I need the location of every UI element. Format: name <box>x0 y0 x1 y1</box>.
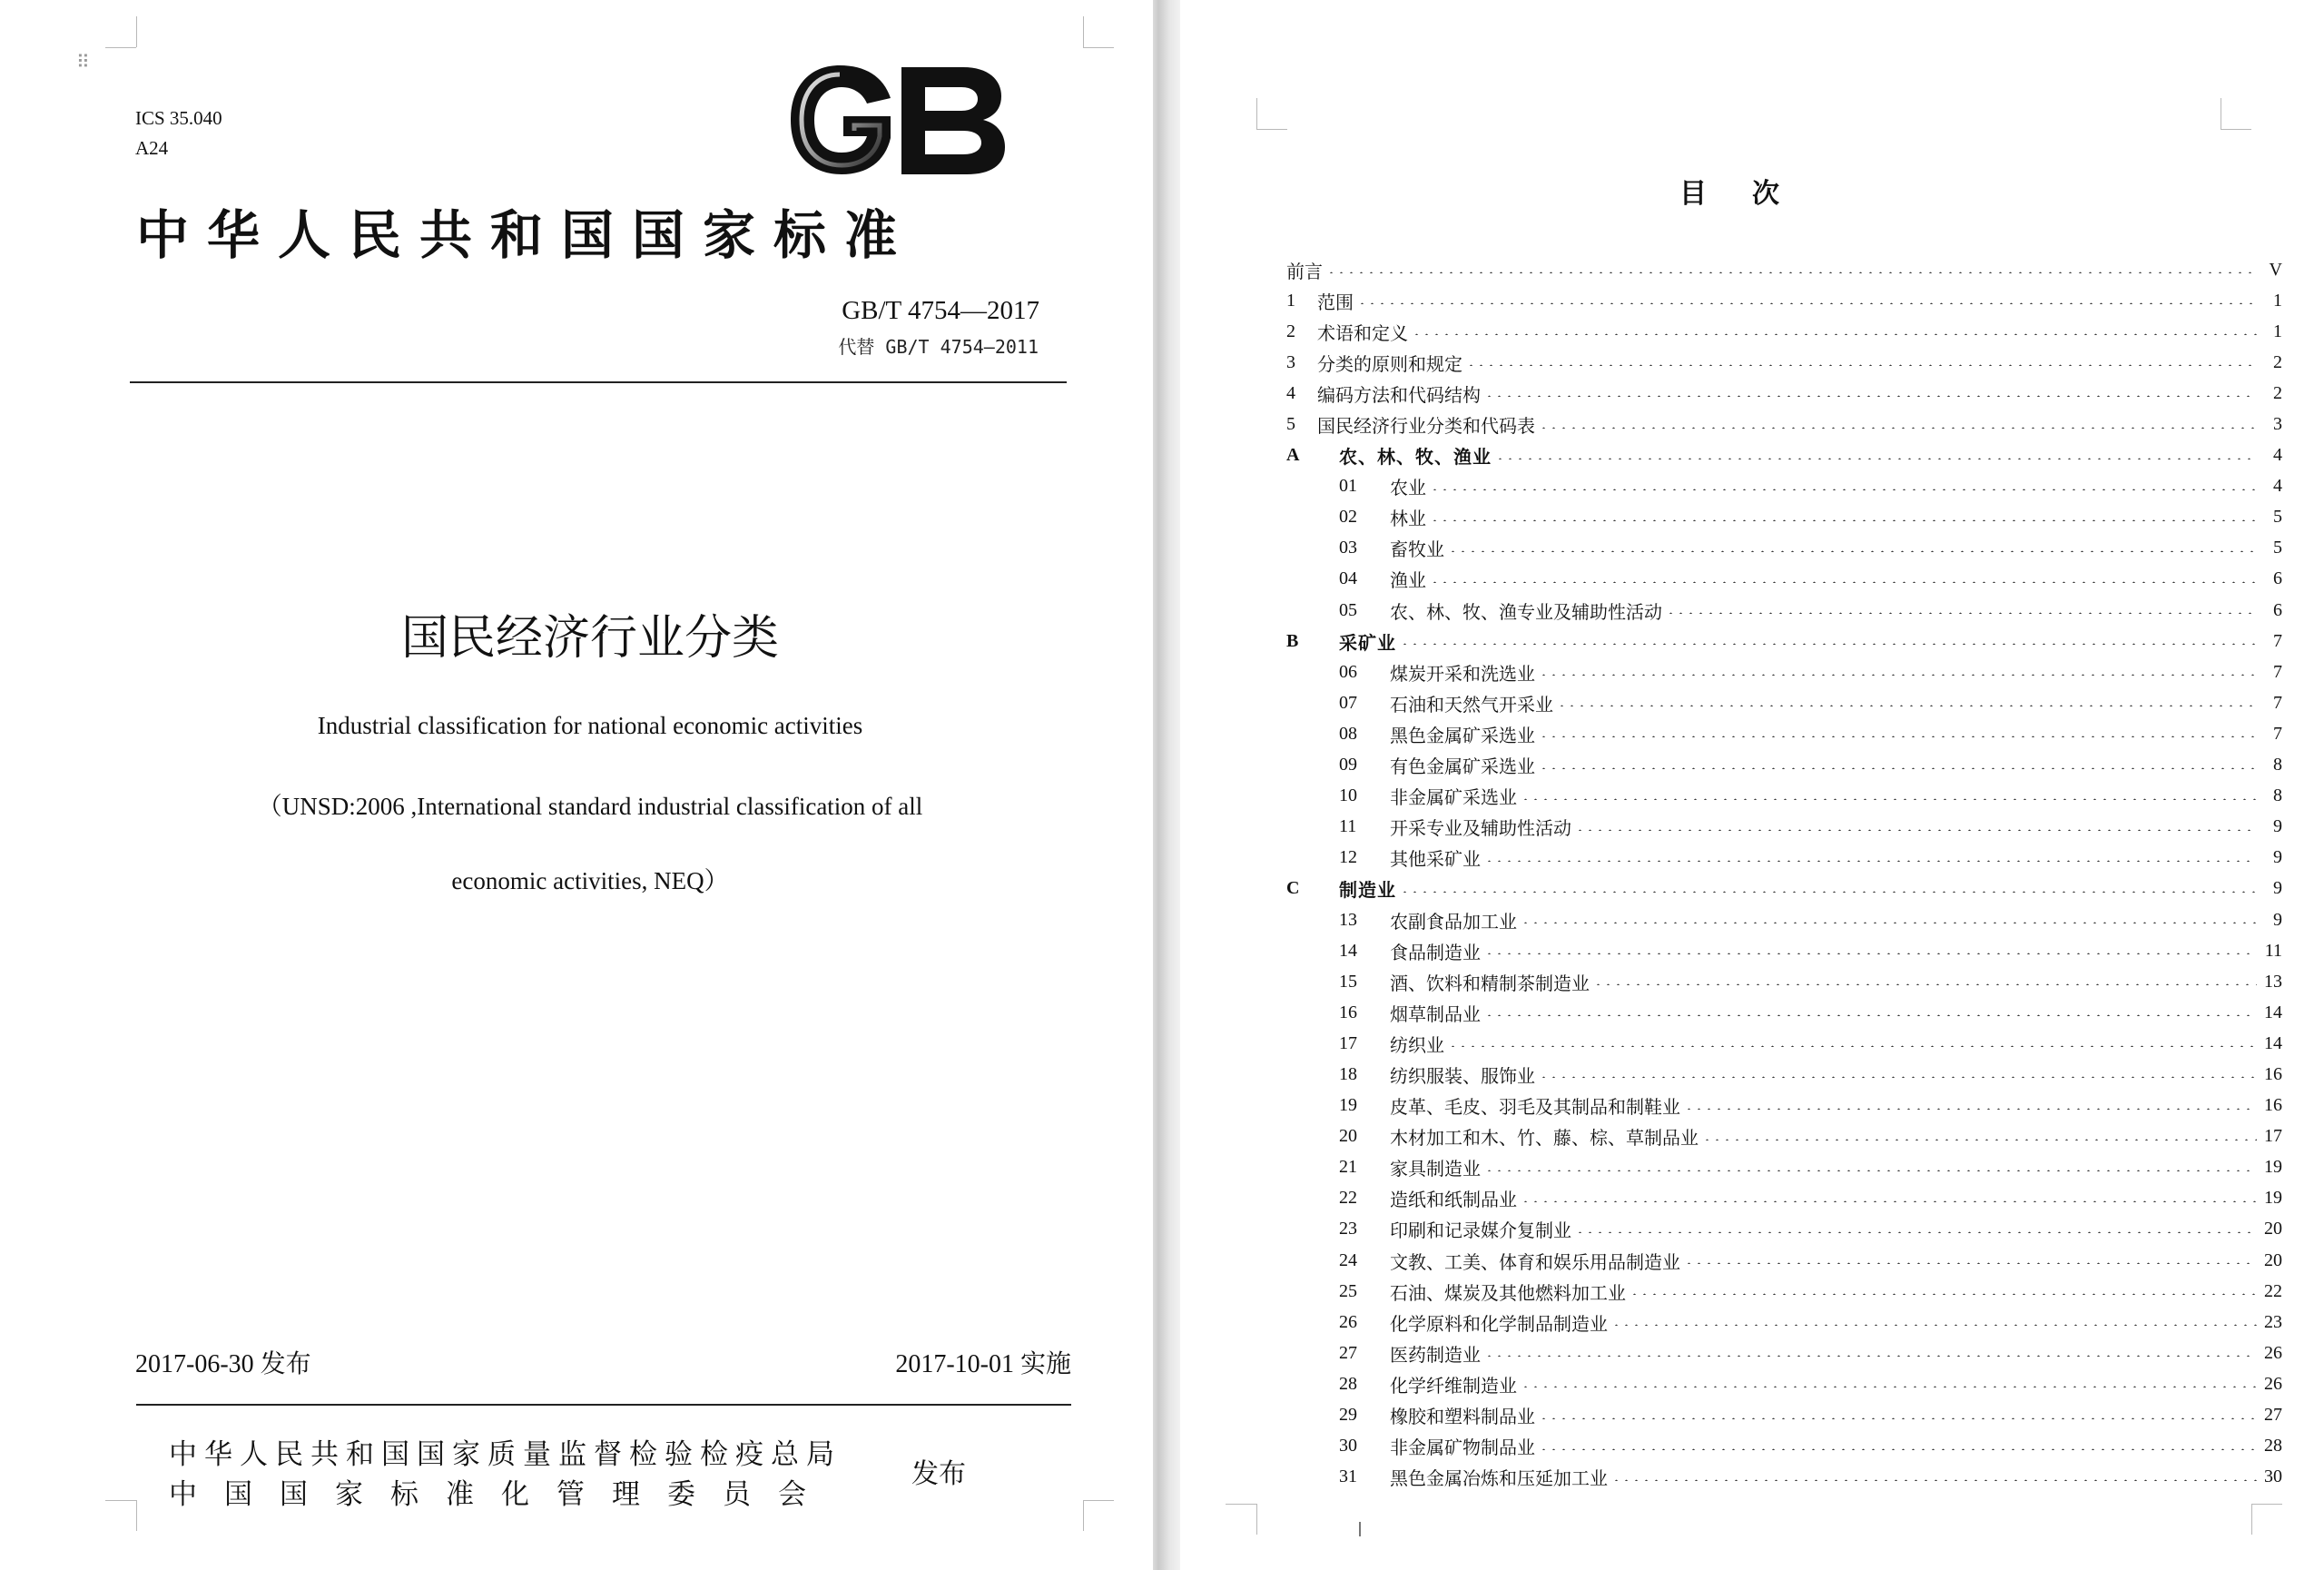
toc-leader-dots <box>1484 860 2257 862</box>
toc-entry-title: 化学纤维制造业 <box>1390 1374 1517 1397</box>
toc-entry[interactable] <box>1286 1399 2282 1430</box>
issue-word: 发布 <box>911 1458 966 1490</box>
toc-entry[interactable] <box>1286 1121 2282 1152</box>
toc-leader-dots <box>1430 489 2257 490</box>
toc-leader-dots <box>1521 1386 2257 1387</box>
toc-entry[interactable] <box>1286 1214 2282 1245</box>
toc-entry-page: 8 <box>2273 785 2282 806</box>
toc-entry[interactable] <box>1286 1245 2282 1276</box>
toc-leader-dots <box>1611 1324 2257 1326</box>
toc-entry-page: 7 <box>2273 630 2282 651</box>
toc-leader-dots <box>1484 1014 2257 1016</box>
toc-entry[interactable] <box>1286 1028 2282 1059</box>
toc-entry[interactable] <box>1286 750 2282 781</box>
toc-leader-dots <box>1448 550 2257 552</box>
toc-leader-dots <box>1539 1448 2257 1450</box>
toc-entry-number: 20 <box>1339 1126 1357 1147</box>
toc-entry-title: 其他采矿业 <box>1390 848 1481 871</box>
toc-entry[interactable] <box>1286 254 2282 285</box>
toc-entry-title: 黑色金属矿采选业 <box>1390 724 1535 746</box>
crop-mark <box>1256 98 1257 129</box>
toc-entry-page: 8 <box>2273 755 2282 775</box>
toc-leader-dots <box>1575 829 2257 831</box>
toc-entry-page: 19 <box>2264 1157 2282 1178</box>
toc-entry-number: 07 <box>1339 692 1357 713</box>
toc-entry-number: 27 <box>1339 1342 1357 1363</box>
toc-entry-title: 石油和天然气开采业 <box>1390 693 1553 716</box>
classification-code: A24 <box>135 137 169 159</box>
toc-entry-number: 01 <box>1339 476 1357 497</box>
toc-leader-dots <box>1326 272 2257 273</box>
toc-entry-title: 化学原料和化学制品制造业 <box>1390 1312 1608 1335</box>
toc-entry-number: 29 <box>1339 1405 1357 1426</box>
toc-list <box>1286 254 2282 1493</box>
toc-entry[interactable] <box>1286 1338 2282 1368</box>
toc-entry-title: 农业 <box>1390 477 1426 499</box>
toc-leader-dots <box>1575 1231 2257 1233</box>
toc-entry-number: 15 <box>1339 971 1357 992</box>
toc-entry[interactable] <box>1286 502 2282 533</box>
toc-entry-title: 非金属矿物制品业 <box>1390 1437 1535 1459</box>
toc-entry-title: 范围 <box>1317 291 1354 313</box>
toc-leader-dots <box>1539 767 2257 769</box>
toc-entry-number: 17 <box>1339 1032 1357 1053</box>
toc-leader-dots <box>1539 674 2257 676</box>
toc-entry-page: 20 <box>2264 1219 2282 1239</box>
toc-entry-page: 9 <box>2273 909 2282 930</box>
toc-entry-title: 有色金属矿采选业 <box>1390 755 1535 778</box>
toc-leader-dots <box>1484 1355 2257 1357</box>
toc-leader-dots <box>1412 333 2257 335</box>
toc-entry-page: 17 <box>2264 1126 2282 1147</box>
toc-entry-page: 2 <box>2273 351 2282 372</box>
toc-entry[interactable] <box>1286 440 2282 471</box>
toc-entry-page: 20 <box>2264 1249 2282 1270</box>
toc-entry-number: 06 <box>1339 661 1357 682</box>
crop-mark <box>1256 129 1287 130</box>
toc-leader-dots <box>1702 1139 2257 1140</box>
toc-leader-dots <box>1593 983 2257 985</box>
toc-entry[interactable] <box>1286 471 2282 502</box>
toc-entry[interactable] <box>1286 316 2282 347</box>
toc-entry-page: 28 <box>2264 1436 2282 1456</box>
toc-entry[interactable] <box>1286 533 2282 564</box>
toc-entry[interactable] <box>1286 812 2282 843</box>
toc-entry-title: 烟草制品业 <box>1390 1002 1481 1025</box>
crop-mark <box>1256 1504 1257 1535</box>
toc-leader-dots <box>1521 922 2257 923</box>
toc-entry[interactable] <box>1286 564 2282 595</box>
gb-logo <box>785 60 1008 180</box>
toc-entry[interactable] <box>1286 1059 2282 1090</box>
toc-entry[interactable] <box>1286 1368 2282 1399</box>
toc-entry-page: 9 <box>2273 816 2282 837</box>
issuer-line: 中国国家标准化管理委员会 <box>169 1478 833 1511</box>
toc-leader-dots <box>1684 1108 2257 1110</box>
crop-mark <box>1226 1504 1256 1505</box>
toc-entry-page: 26 <box>2264 1342 2282 1363</box>
crop-mark <box>2221 129 2251 130</box>
crop-mark <box>2251 1504 2282 1505</box>
toc-leader-dots <box>1400 643 2257 645</box>
toc-entry-title: 制造业 <box>1339 879 1396 902</box>
toc-entry-page: 6 <box>2273 599 2282 620</box>
toc-entry-number: 22 <box>1339 1188 1357 1209</box>
ics-code: ICS 35.040 <box>135 107 222 129</box>
toc-entry-title: 农副食品加工业 <box>1390 910 1517 933</box>
title-chinese: 国民经济行业分类 <box>400 611 779 666</box>
issuer-line: 中华人民共和国国家质量监督检验检疫总局 <box>169 1438 842 1471</box>
toc-entry-page: 19 <box>2264 1188 2282 1209</box>
toc-entry[interactable] <box>1286 1276 2282 1307</box>
toc-leader-dots <box>1466 364 2257 366</box>
toc-entry-number: 31 <box>1339 1466 1357 1487</box>
toc-entry[interactable] <box>1286 843 2282 874</box>
toc-entry-title: 木材加工和木、竹、藤、棕、草制品业 <box>1390 1127 1699 1150</box>
toc-entry[interactable] <box>1286 966 2282 997</box>
toc-entry-title: 家具制造业 <box>1390 1158 1481 1180</box>
toc-entry-title: 渔业 <box>1390 569 1426 592</box>
toc-entry-page: 23 <box>2264 1311 2282 1332</box>
toc-entry-title: 术语和定义 <box>1317 321 1408 344</box>
toc-entry[interactable] <box>1286 347 2282 378</box>
toc-entry[interactable] <box>1286 409 2282 439</box>
toc-entry-number: 08 <box>1339 723 1357 744</box>
toc-entry-title: 医药制造业 <box>1390 1343 1481 1366</box>
toc-entry-title: 黑色金属冶炼和压延加工业 <box>1390 1467 1608 1490</box>
toc-entry-page: 7 <box>2273 661 2282 682</box>
toc-leader-dots <box>1357 302 2257 304</box>
toc-entry-number: C <box>1286 878 1300 899</box>
toc-entry-number: 14 <box>1339 940 1357 961</box>
toc-entry[interactable] <box>1286 874 2282 904</box>
toc-entry-title: 石油、煤炭及其他燃料加工业 <box>1390 1281 1626 1304</box>
crop-mark <box>136 16 137 47</box>
toc-entry[interactable] <box>1286 1307 2282 1338</box>
toc-entry-title: 非金属矿采选业 <box>1390 786 1517 809</box>
footer-rule <box>136 1404 1071 1406</box>
toc-entry[interactable] <box>1286 1431 2282 1462</box>
toc-leader-dots <box>1539 427 2257 429</box>
toc-heading: 目次 <box>1679 178 1825 210</box>
toc-entry-page: 9 <box>2273 847 2282 868</box>
toc-entry-page: 26 <box>2264 1373 2282 1394</box>
toc-entry-number: 02 <box>1339 507 1357 528</box>
toc-entry-title: 分类的原则和规定 <box>1317 352 1462 375</box>
toc-entry-number: 10 <box>1339 785 1357 806</box>
crop-mark <box>136 1500 137 1531</box>
header-rule <box>130 381 1067 383</box>
toc-entry-number: 1 <box>1286 290 1295 311</box>
standard-number: GB/T 4754—2017 <box>842 296 1039 325</box>
toc-entry[interactable] <box>1286 657 2282 687</box>
drag-handle-icon[interactable]: ⠿ <box>76 51 88 73</box>
toc-entry-title: 煤炭开采和洗选业 <box>1390 662 1535 685</box>
toc-entry-page: 7 <box>2273 692 2282 713</box>
toc-entry-title: 农、林、牧、渔专业及辅助性活动 <box>1390 600 1662 623</box>
toc-entry[interactable] <box>1286 718 2282 749</box>
toc-entry-title: 前言 <box>1286 260 1323 282</box>
toc-entry-number: B <box>1286 630 1299 651</box>
toc-entry[interactable] <box>1286 285 2282 316</box>
toc-entry-number: 25 <box>1339 1280 1357 1301</box>
toc-entry-title: 文教、工美、体育和娱乐用品制造业 <box>1390 1250 1680 1273</box>
toc-entry[interactable] <box>1286 595 2282 626</box>
toc-leader-dots <box>1400 891 2257 893</box>
page-gutter <box>1153 0 1180 1570</box>
toc-entry[interactable] <box>1286 1462 2282 1493</box>
toc-entry-page: 11 <box>2264 940 2282 961</box>
toc-entry[interactable] <box>1286 1152 2282 1183</box>
toc-entry-page: 14 <box>2264 1032 2282 1053</box>
toc-entry-title: 农、林、牧、渔业 <box>1339 446 1492 469</box>
national-standard-heading: 中华人民共和国国家标准 <box>136 204 916 266</box>
toc-entry-number: 2 <box>1286 321 1295 341</box>
replaces-standard: 代替 GB/T 4754—2011 <box>838 336 1039 358</box>
crop-mark <box>1083 47 1114 48</box>
toc-entry-number: 24 <box>1339 1249 1357 1270</box>
crop-mark <box>1083 1500 1084 1531</box>
toc-entry-number: 3 <box>1286 351 1295 372</box>
toc-entry-title: 纺织服装、服饰业 <box>1390 1064 1535 1087</box>
toc-entry-number: 5 <box>1286 414 1295 435</box>
publish-date: 2017-06-30 发布 <box>135 1350 311 1378</box>
toc-entry[interactable] <box>1286 935 2282 966</box>
toc-entry-page: 30 <box>2264 1466 2282 1487</box>
toc-entry-number: 13 <box>1339 909 1357 930</box>
toc-leader-dots <box>1521 1200 2257 1202</box>
toc-leader-dots <box>1484 395 2257 397</box>
toc-leader-dots <box>1684 1262 2257 1264</box>
toc-entry-number: 19 <box>1339 1095 1357 1116</box>
toc-entry-page: 14 <box>2264 1002 2282 1022</box>
toc-leader-dots <box>1430 519 2257 521</box>
toc-entry-page: 4 <box>2273 445 2282 466</box>
toc-entry-title: 编码方法和代码结构 <box>1317 383 1481 406</box>
toc-entry-number: 04 <box>1339 568 1357 589</box>
toc-entry-title: 橡胶和塑料制品业 <box>1390 1406 1535 1428</box>
toc-entry-number: 30 <box>1339 1436 1357 1456</box>
toc-entry-title: 纺织业 <box>1390 1033 1444 1056</box>
toc-entry-number: 23 <box>1339 1219 1357 1239</box>
toc-leader-dots <box>1539 736 2257 737</box>
toc-entry[interactable] <box>1286 626 2282 657</box>
crop-mark <box>105 47 136 48</box>
implement-date: 2017-10-01 实施 <box>895 1350 1071 1378</box>
toc-leader-dots <box>1448 1045 2257 1047</box>
toc-entry-title: 造纸和纸制品业 <box>1390 1189 1517 1211</box>
toc-entry-page: V <box>2269 259 2282 280</box>
toc-entry-page: 9 <box>2273 878 2282 899</box>
toc-entry-title: 林业 <box>1390 508 1426 530</box>
toc-entry-page: 5 <box>2273 538 2282 558</box>
toc-entry-number: 03 <box>1339 538 1357 558</box>
toc-leader-dots <box>1495 458 2257 459</box>
toc-entry-number: 21 <box>1339 1157 1357 1178</box>
toc-leader-dots <box>1521 798 2257 800</box>
toc-entry-page: 7 <box>2273 723 2282 744</box>
toc-entry-number: 18 <box>1339 1063 1357 1084</box>
toc-entry-title: 采矿业 <box>1339 631 1396 654</box>
toc-entry-title: 皮革、毛皮、羽毛及其制品和制鞋业 <box>1390 1096 1680 1119</box>
toc-page <box>1180 0 2324 1570</box>
toc-entry[interactable] <box>1286 1091 2282 1121</box>
toc-entry-page: 3 <box>2273 414 2282 435</box>
toc-entry[interactable] <box>1286 378 2282 409</box>
toc-leader-dots <box>1484 953 2257 954</box>
toc-entry-number: 4 <box>1286 382 1295 403</box>
crop-mark <box>1083 1500 1114 1501</box>
title-english-line: Industrial classification for national economic activities <box>317 712 863 739</box>
crop-mark <box>1083 16 1084 47</box>
toc-entry-number: 26 <box>1339 1311 1357 1332</box>
toc-entry-title: 印刷和记录媒介复制业 <box>1390 1219 1571 1242</box>
toc-entry-number: 05 <box>1339 599 1357 620</box>
toc-entry-page: 6 <box>2273 568 2282 589</box>
cover-page <box>0 0 1153 1570</box>
toc-entry-page: 16 <box>2264 1063 2282 1084</box>
title-english-line: （UNSD:2006 ,International standard industrial classification of all <box>257 793 923 820</box>
toc-entry-page: 13 <box>2264 971 2282 992</box>
toc-entry-page: 1 <box>2273 290 2282 311</box>
text-cursor <box>1359 1522 1361 1536</box>
toc-entry-number: 16 <box>1339 1002 1357 1022</box>
toc-leader-dots <box>1484 1170 2257 1171</box>
toc-entry[interactable] <box>1286 1183 2282 1214</box>
toc-entry-page: 4 <box>2273 476 2282 497</box>
toc-entry-title: 开采专业及辅助性活动 <box>1390 817 1571 840</box>
toc-entry[interactable] <box>1286 997 2282 1028</box>
toc-entry-number: A <box>1286 445 1300 466</box>
toc-leader-dots <box>1611 1479 2257 1481</box>
toc-entry-page: 16 <box>2264 1095 2282 1116</box>
toc-entry-page: 5 <box>2273 507 2282 528</box>
toc-entry-number: 28 <box>1339 1373 1357 1394</box>
toc-entry-title: 酒、饮料和精制茶制造业 <box>1390 972 1590 994</box>
toc-leader-dots <box>1539 1076 2257 1078</box>
toc-entry-page: 2 <box>2273 382 2282 403</box>
toc-entry-number: 12 <box>1339 847 1357 868</box>
toc-entry-title: 食品制造业 <box>1390 941 1481 963</box>
toc-entry-page: 22 <box>2264 1280 2282 1301</box>
crop-mark <box>105 1500 136 1501</box>
toc-entry-page: 1 <box>2273 321 2282 341</box>
toc-leader-dots <box>1666 612 2257 614</box>
toc-entry-page: 27 <box>2264 1405 2282 1426</box>
toc-leader-dots <box>1430 581 2257 583</box>
toc-entry-title: 畜牧业 <box>1390 538 1444 561</box>
toc-leader-dots <box>1557 705 2257 706</box>
toc-entry-number: 09 <box>1339 755 1357 775</box>
toc-entry-number: 11 <box>1339 816 1357 837</box>
toc-entry[interactable] <box>1286 904 2282 935</box>
toc-leader-dots <box>1539 1417 2257 1419</box>
toc-entry-title: 国民经济行业分类和代码表 <box>1317 415 1535 438</box>
crop-mark <box>2251 1504 2252 1535</box>
toc-entry[interactable] <box>1286 687 2282 718</box>
toc-leader-dots <box>1630 1293 2257 1295</box>
toc-entry[interactable] <box>1286 781 2282 812</box>
title-english-line: economic activities, NEQ） <box>451 867 729 894</box>
